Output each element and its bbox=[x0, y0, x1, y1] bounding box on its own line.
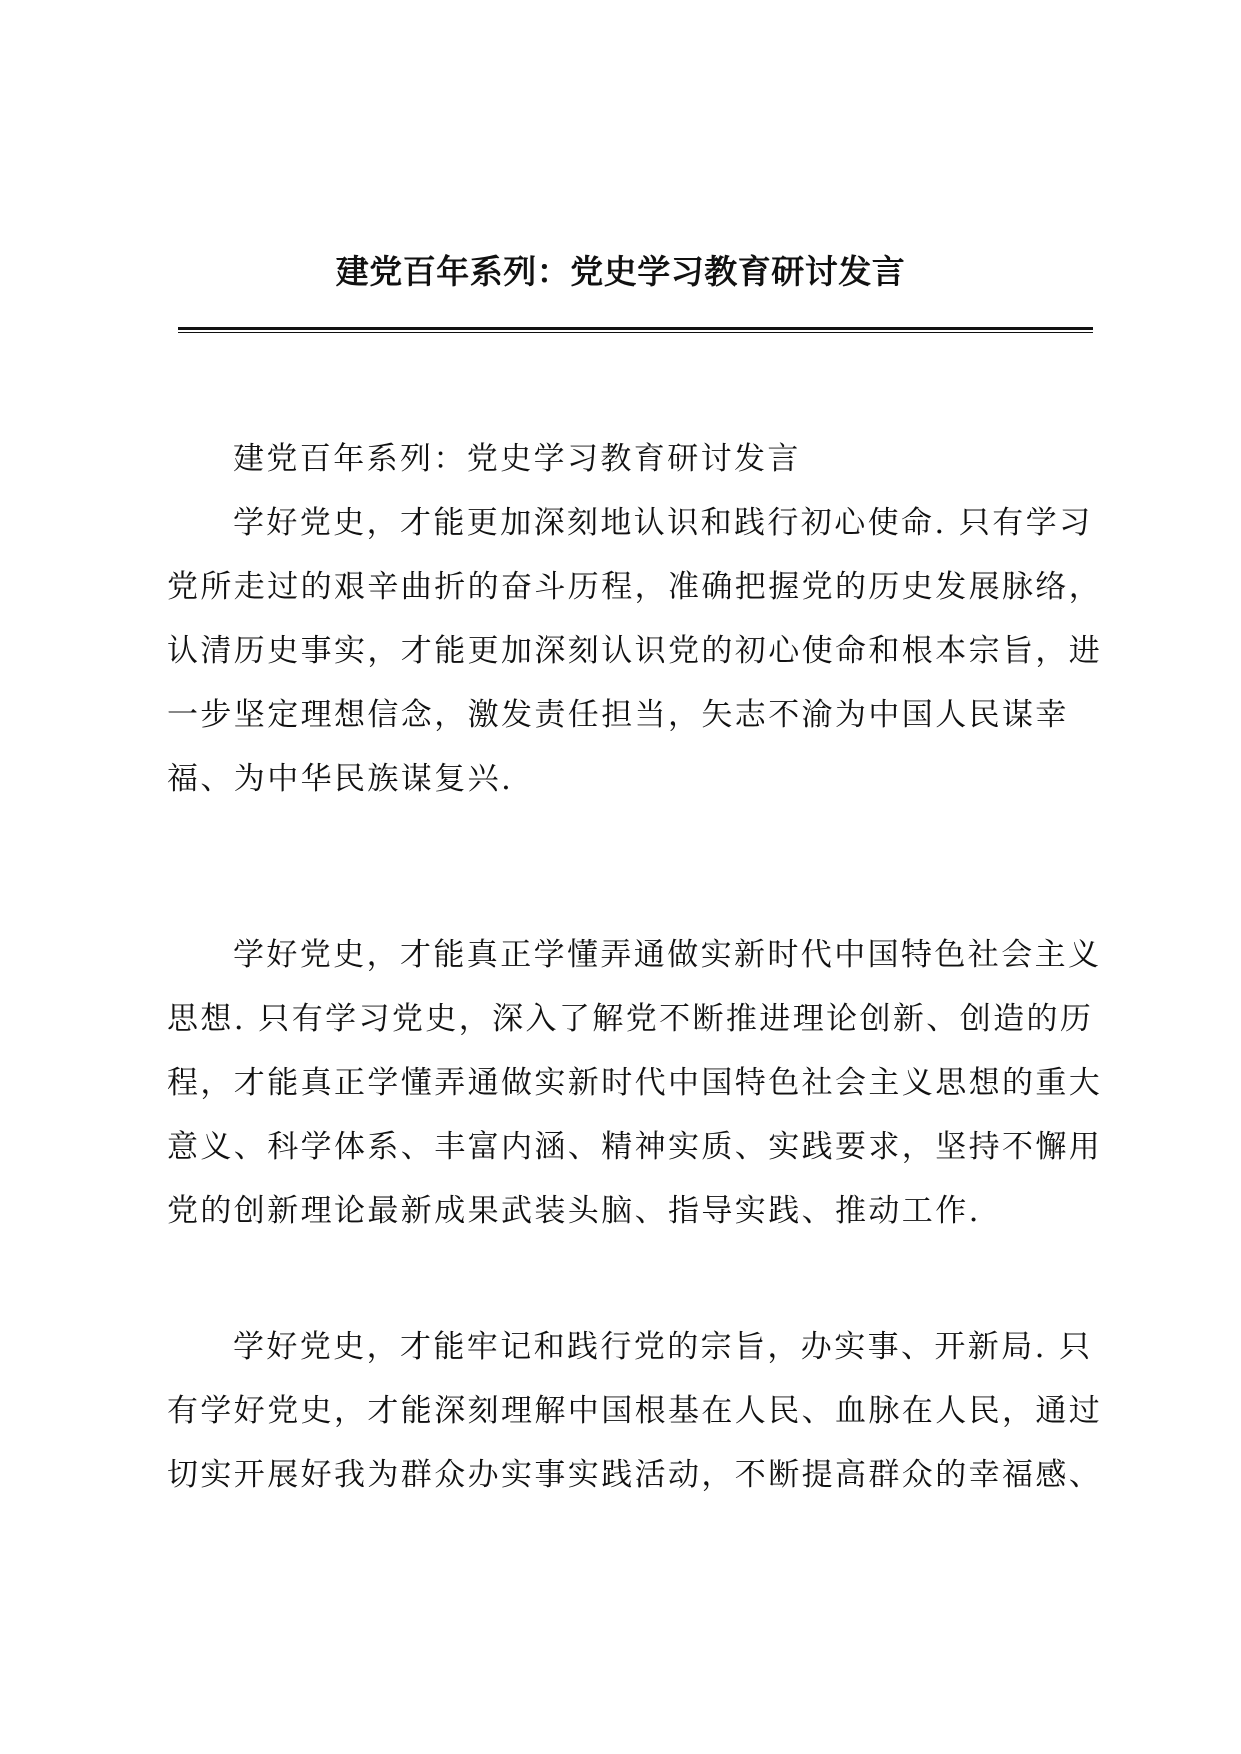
paragraph-line: 学好党史，才能牢记和践行党的宗旨，办实事、开新局. 只 bbox=[233, 1329, 1093, 1365]
paragraph-line: 程，才能真正学懂弄通做实新时代中国特色社会主义思想的重大 bbox=[167, 1065, 1103, 1101]
paragraph-line: 福、为中华民族谋复兴. bbox=[167, 761, 514, 797]
paragraph-line: 意义、科学体系、丰富内涵、精神实质、实践要求，坚持不懈用 bbox=[167, 1129, 1103, 1165]
paragraph-line: 党所走过的艰辛曲折的奋斗历程，准确把握党的历史发展脉络， bbox=[167, 569, 1103, 605]
paragraph-1 bbox=[167, 491, 1103, 811]
paragraph-line: 学好党史，才能真正学懂弄通做实新时代中国特色社会主义 bbox=[233, 937, 1102, 973]
paragraph-line: 认清历史事实，才能更加深刻认识党的初心使命和根本宗旨，进 bbox=[167, 633, 1103, 669]
paragraph-line: 建党百年系列：党史学习教育研讨发言 bbox=[233, 441, 801, 477]
title-rule-thin bbox=[178, 332, 1093, 333]
paragraph-line: 党的创新理论最新成果武装头脑、指导实践、推动工作. bbox=[167, 1193, 981, 1229]
title-rule-thick bbox=[178, 327, 1093, 330]
paragraph-line: 有学好党史，才能深刻理解中国根基在人民、血脉在人民，通过 bbox=[167, 1393, 1103, 1429]
paragraph-3 bbox=[167, 1315, 1103, 1507]
paragraph-line: 一步坚定理想信念，激发责任担当，矢志不渝为中国人民谋幸 bbox=[167, 697, 1069, 733]
document-title: 建党百年系列：党史学习教育研讨发言 bbox=[335, 252, 906, 291]
paragraph-line: 学好党史，才能更加深刻地认识和践行初心使命. 只有学习 bbox=[233, 505, 1093, 541]
paragraph-line: 切实开展好我为群众办实事实践活动，不断提高群众的幸福感、 bbox=[167, 1457, 1103, 1493]
paragraph-heading bbox=[167, 427, 1093, 491]
paragraph-2 bbox=[167, 923, 1103, 1243]
paragraph-line: 思想. 只有学习党史，深入了解党不断推进理论创新、创造的历 bbox=[167, 1001, 1094, 1037]
